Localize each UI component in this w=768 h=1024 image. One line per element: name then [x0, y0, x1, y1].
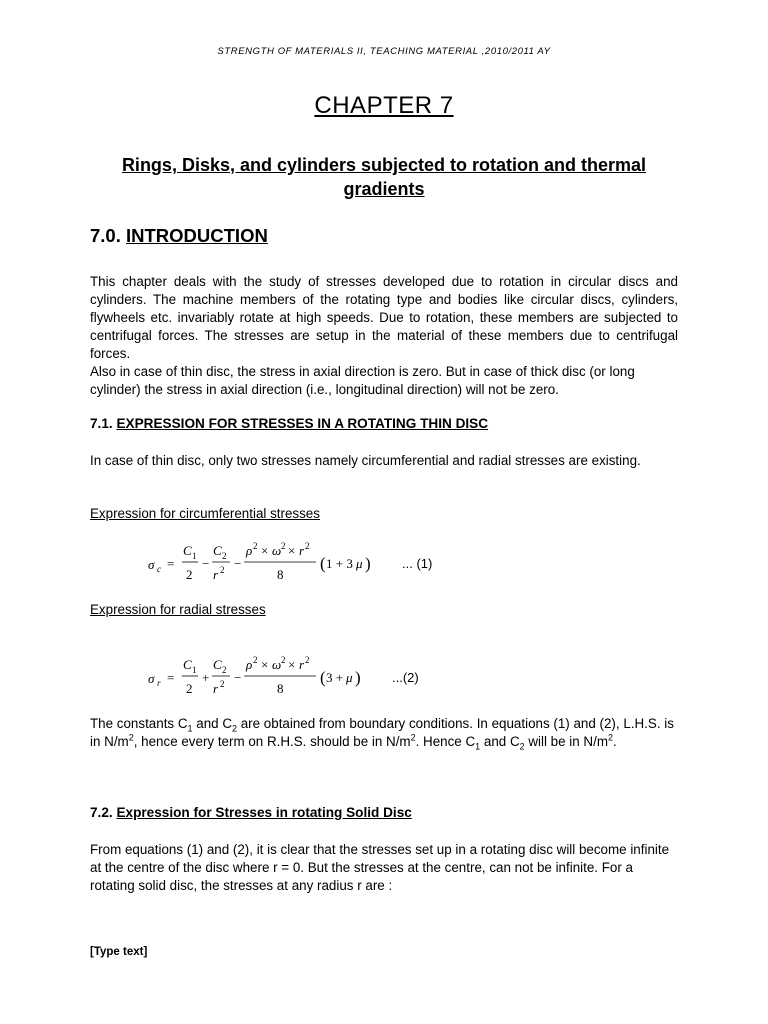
- svg-text:): ): [365, 554, 371, 573]
- svg-text:C: C: [183, 543, 192, 558]
- svg-text:r: r: [213, 567, 219, 582]
- svg-text:2: 2: [222, 551, 227, 561]
- svg-text:ρ: ρ: [246, 657, 253, 672]
- svg-text:ρ: ρ: [246, 543, 253, 558]
- svg-text:C: C: [213, 657, 222, 672]
- subscript: 1: [475, 741, 481, 752]
- svg-text:σ: σ: [148, 557, 155, 572]
- intro-paragraph-1: This chapter deals with the study of stresses developed due to rotation in circular discs and cylinders. The machine members of the rotating type and bodies like circular discs, cylinders, flywheels etc. invariably rotate at high speeds. Due to rotation, these members are subjected to centrifugal forces. The stresses are setup in the material of these members due to centrifugal forces.: [90, 274, 678, 361]
- svg-text:+: +: [202, 670, 210, 685]
- svg-text:2: 2: [281, 541, 286, 551]
- svg-text:r: r: [299, 657, 305, 672]
- section-number: 7.1.: [90, 416, 117, 431]
- svg-text:ω: ω: [272, 657, 282, 672]
- circumferential-label: Expression for circumferential stresses: [90, 506, 320, 521]
- text-run: , hence every term on R.H.S. should be in N/m: [133, 734, 411, 749]
- intro-text: [90, 273, 678, 399]
- svg-text:(: (: [320, 668, 326, 687]
- svg-text:c: c: [157, 564, 161, 574]
- radial-label: Expression for radial stresses: [90, 602, 266, 617]
- section-number: 7.2.: [90, 805, 117, 820]
- equation-number-1: ... (1): [402, 556, 433, 571]
- superscript: 2: [410, 732, 416, 743]
- svg-text:): ): [355, 668, 361, 687]
- svg-text:×: ×: [261, 657, 269, 672]
- svg-text:−: −: [202, 556, 210, 571]
- section-heading-7-1: [90, 416, 488, 431]
- svg-text:2: 2: [186, 681, 193, 696]
- section-title: Expression for Stresses in rotating Solid Disc: [116, 805, 412, 820]
- chapter-title: CHAPTER 7: [314, 92, 454, 119]
- text-run: .: [613, 734, 617, 749]
- svg-text:r: r: [157, 678, 161, 688]
- svg-text:2: 2: [281, 655, 286, 665]
- svg-text:ω: ω: [272, 543, 282, 558]
- svg-text:1: 1: [192, 551, 197, 561]
- svg-text:2: 2: [222, 665, 227, 675]
- text-run: . Hence C: [415, 734, 476, 749]
- intro-paragraph-2: Also in case of thin disc, the stress in axial direction is zero. But in case of thick disc (or long cylinder) the stress in axial direction (i.e., longitudinal direction) will not be zero.: [90, 364, 635, 397]
- svg-text:r: r: [299, 543, 305, 558]
- svg-text:−: −: [234, 556, 242, 571]
- svg-text:=: =: [167, 556, 175, 571]
- svg-text:×: ×: [261, 543, 269, 558]
- svg-text:×: ×: [288, 543, 296, 558]
- text-run: will be in N/m: [524, 734, 608, 749]
- svg-text:2: 2: [253, 541, 258, 551]
- superscript: 2: [128, 732, 134, 743]
- svg-text:μ: μ: [346, 670, 353, 685]
- text-run: and C: [192, 716, 232, 731]
- svg-text:μ: μ: [356, 556, 363, 571]
- svg-text:2: 2: [305, 541, 310, 551]
- svg-text:r: r: [213, 681, 219, 696]
- section-heading-7-2: [90, 805, 412, 820]
- subscript: 1: [187, 723, 193, 734]
- section-number: 7.0.: [90, 225, 126, 246]
- chapter-subtitle: Rings, Disks, and cylinders subjected to rotation and thermal gradients: [121, 155, 647, 199]
- svg-text:2: 2: [253, 655, 258, 665]
- svg-text:8: 8: [277, 567, 284, 582]
- section-7-2-paragraph: From equations (1) and (2), it is clear that the stresses set up in a rotating disc will become infinite at the centre of the disc where r = 0. But the stresses at the centre, can not be infinite. For a rotating solid disc, the stresses at any radius r are :: [90, 842, 670, 893]
- svg-text:σ: σ: [148, 671, 155, 686]
- equation-number-2: ...(2): [392, 670, 419, 685]
- text-run: The constants C: [90, 716, 188, 731]
- equation-circumferential: [140, 538, 400, 588]
- superscript: 2: [607, 732, 613, 743]
- section-heading-intro: [90, 225, 268, 247]
- running-header: STRENGTH OF MATERIALS II, TEACHING MATERIAL ,2010/2011 AY: [217, 46, 551, 57]
- svg-text:=: =: [167, 670, 175, 685]
- constants-paragraph: [90, 715, 678, 751]
- svg-text:2: 2: [305, 655, 310, 665]
- svg-text:8: 8: [277, 681, 284, 696]
- equation-radial: [140, 652, 400, 702]
- section-title: INTRODUCTION: [126, 225, 268, 246]
- svg-text:2: 2: [220, 565, 225, 575]
- subscript: 2: [519, 741, 525, 752]
- svg-text:C: C: [213, 543, 222, 558]
- section-title: EXPRESSION FOR STRESSES IN A ROTATING THIN DISC: [116, 416, 489, 431]
- svg-text:C: C: [183, 657, 192, 672]
- svg-text:2: 2: [220, 679, 225, 689]
- svg-text:3 +: 3 +: [326, 670, 344, 685]
- svg-text:1 + 3: 1 + 3: [326, 556, 353, 571]
- footer-placeholder: [Type text]: [90, 946, 148, 958]
- svg-text:−: −: [234, 670, 242, 685]
- svg-text:(: (: [320, 554, 326, 573]
- section-7-1-paragraph: In case of thin disc, only two stresses namely circumferential and radial stresses are existing.: [90, 453, 641, 468]
- subscript: 2: [231, 723, 237, 734]
- svg-text:2: 2: [186, 567, 193, 582]
- svg-text:1: 1: [192, 665, 197, 675]
- svg-text:×: ×: [288, 657, 296, 672]
- text-run: are obtained from boundary conditions. In equations (1) and (2), L.H.S. is in N/m: [90, 716, 674, 749]
- text-run: and C: [480, 734, 520, 749]
